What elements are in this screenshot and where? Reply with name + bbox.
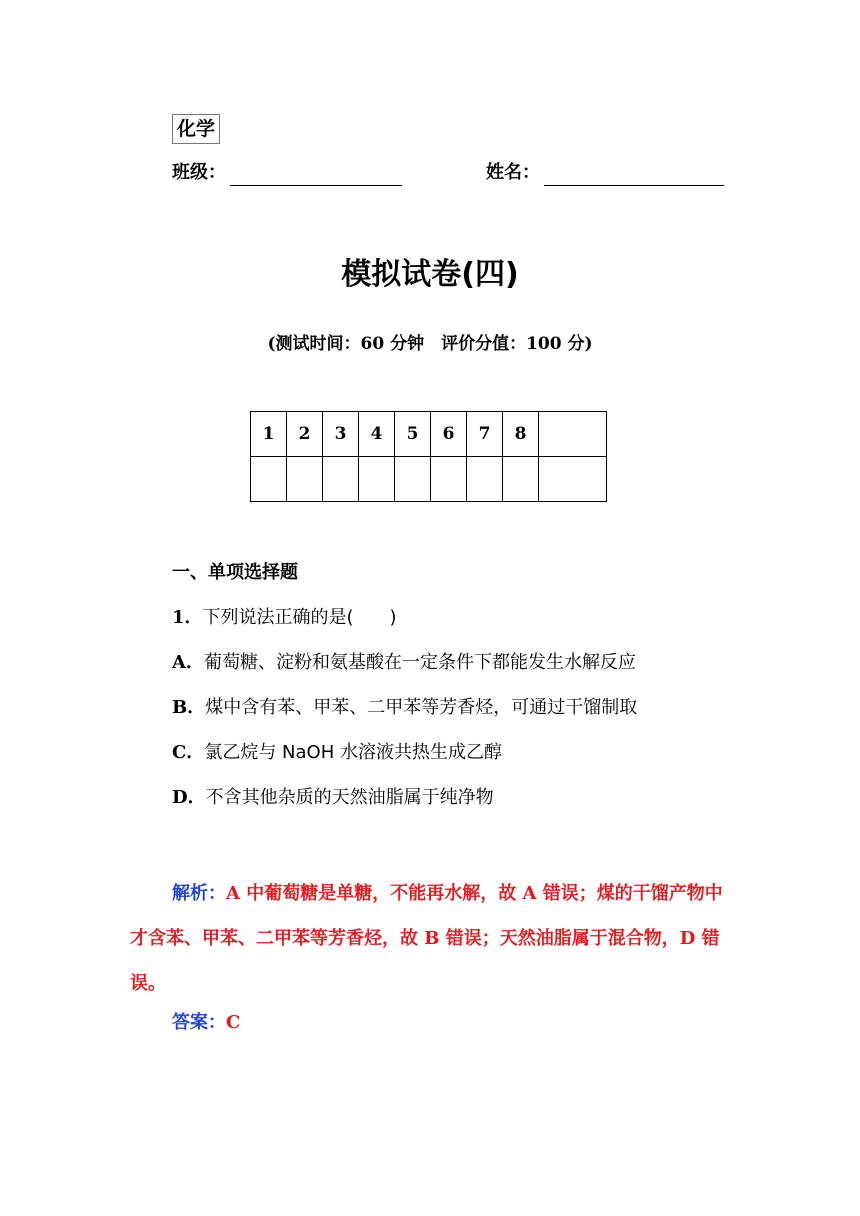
option-label: A． <box>172 652 204 673</box>
option-text: 葡萄糖、淀粉和氨基酸在一定条件下都能发生水解反应 <box>203 652 636 673</box>
score-table-header-row <box>251 412 607 457</box>
score-header-cell <box>539 412 607 457</box>
score-header-cell: 5 <box>395 412 431 457</box>
answer-line <box>172 1010 240 1036</box>
score-answer-cell[interactable] <box>323 457 359 502</box>
analysis-text: A 中葡萄糖是单糖，不能再水解，故 A 错误；煤的干馏产物中才含苯、甲苯、二甲苯等芳香烃，故 B 错误；天然油脂属于混合物，D 错误。 <box>130 883 723 994</box>
subject-label: 化学 <box>172 114 220 144</box>
score-table-answer-row <box>251 457 607 502</box>
score-header-cell: 8 <box>503 412 539 457</box>
score-header-cell: 3 <box>323 412 359 457</box>
score-answer-cell[interactable] <box>395 457 431 502</box>
answer-label: 答案： <box>172 1012 226 1033</box>
question-text: 下列说法正确的是( ) <box>202 607 397 628</box>
analysis-paragraph <box>130 871 732 1006</box>
option-text: 氯乙烷与 NaOH 水溶液共热生成乙醇 <box>204 742 502 763</box>
score-header-cell: 7 <box>467 412 503 457</box>
score-answer-cell[interactable] <box>503 457 539 502</box>
score-header-cell: 2 <box>287 412 323 457</box>
name-blank[interactable] <box>544 165 724 186</box>
class-blank[interactable] <box>230 165 402 186</box>
option-a <box>172 650 636 676</box>
score-header-cell: 4 <box>359 412 395 457</box>
class-field[interactable] <box>172 160 402 186</box>
section-title: 一、单项选择题 <box>172 562 298 583</box>
score-answer-cell[interactable] <box>539 457 607 502</box>
option-text: 不含其他杂质的天然油脂属于纯净物 <box>205 787 494 808</box>
page-title: 模拟试卷(四) <box>341 257 519 292</box>
option-label: B． <box>172 697 206 718</box>
question-stem <box>172 605 397 631</box>
score-answer-cell[interactable] <box>467 457 503 502</box>
score-answer-cell[interactable] <box>287 457 323 502</box>
score-answer-cell[interactable] <box>431 457 467 502</box>
exam-info: (测试时间：60 分钟 评价分值：100 分) <box>267 334 593 354</box>
answer-value: C <box>226 1012 241 1033</box>
name-label: 姓名： <box>486 162 540 183</box>
score-answer-cell[interactable] <box>251 457 287 502</box>
class-label: 班级： <box>172 162 226 183</box>
score-header-cell: 1 <box>251 412 287 457</box>
option-text: 煤中含有苯、甲苯、二甲苯等芳香烃，可通过干馏制取 <box>205 697 638 718</box>
option-label: D． <box>172 787 206 808</box>
option-b <box>172 695 637 721</box>
option-c <box>172 740 502 766</box>
question-number: 1． <box>172 607 203 628</box>
analysis-label: 解析： <box>172 883 226 904</box>
score-table <box>250 411 607 502</box>
name-field[interactable] <box>486 160 724 186</box>
score-answer-cell[interactable] <box>359 457 395 502</box>
option-label: C． <box>172 742 205 763</box>
score-header-cell: 6 <box>431 412 467 457</box>
option-d <box>172 785 494 811</box>
